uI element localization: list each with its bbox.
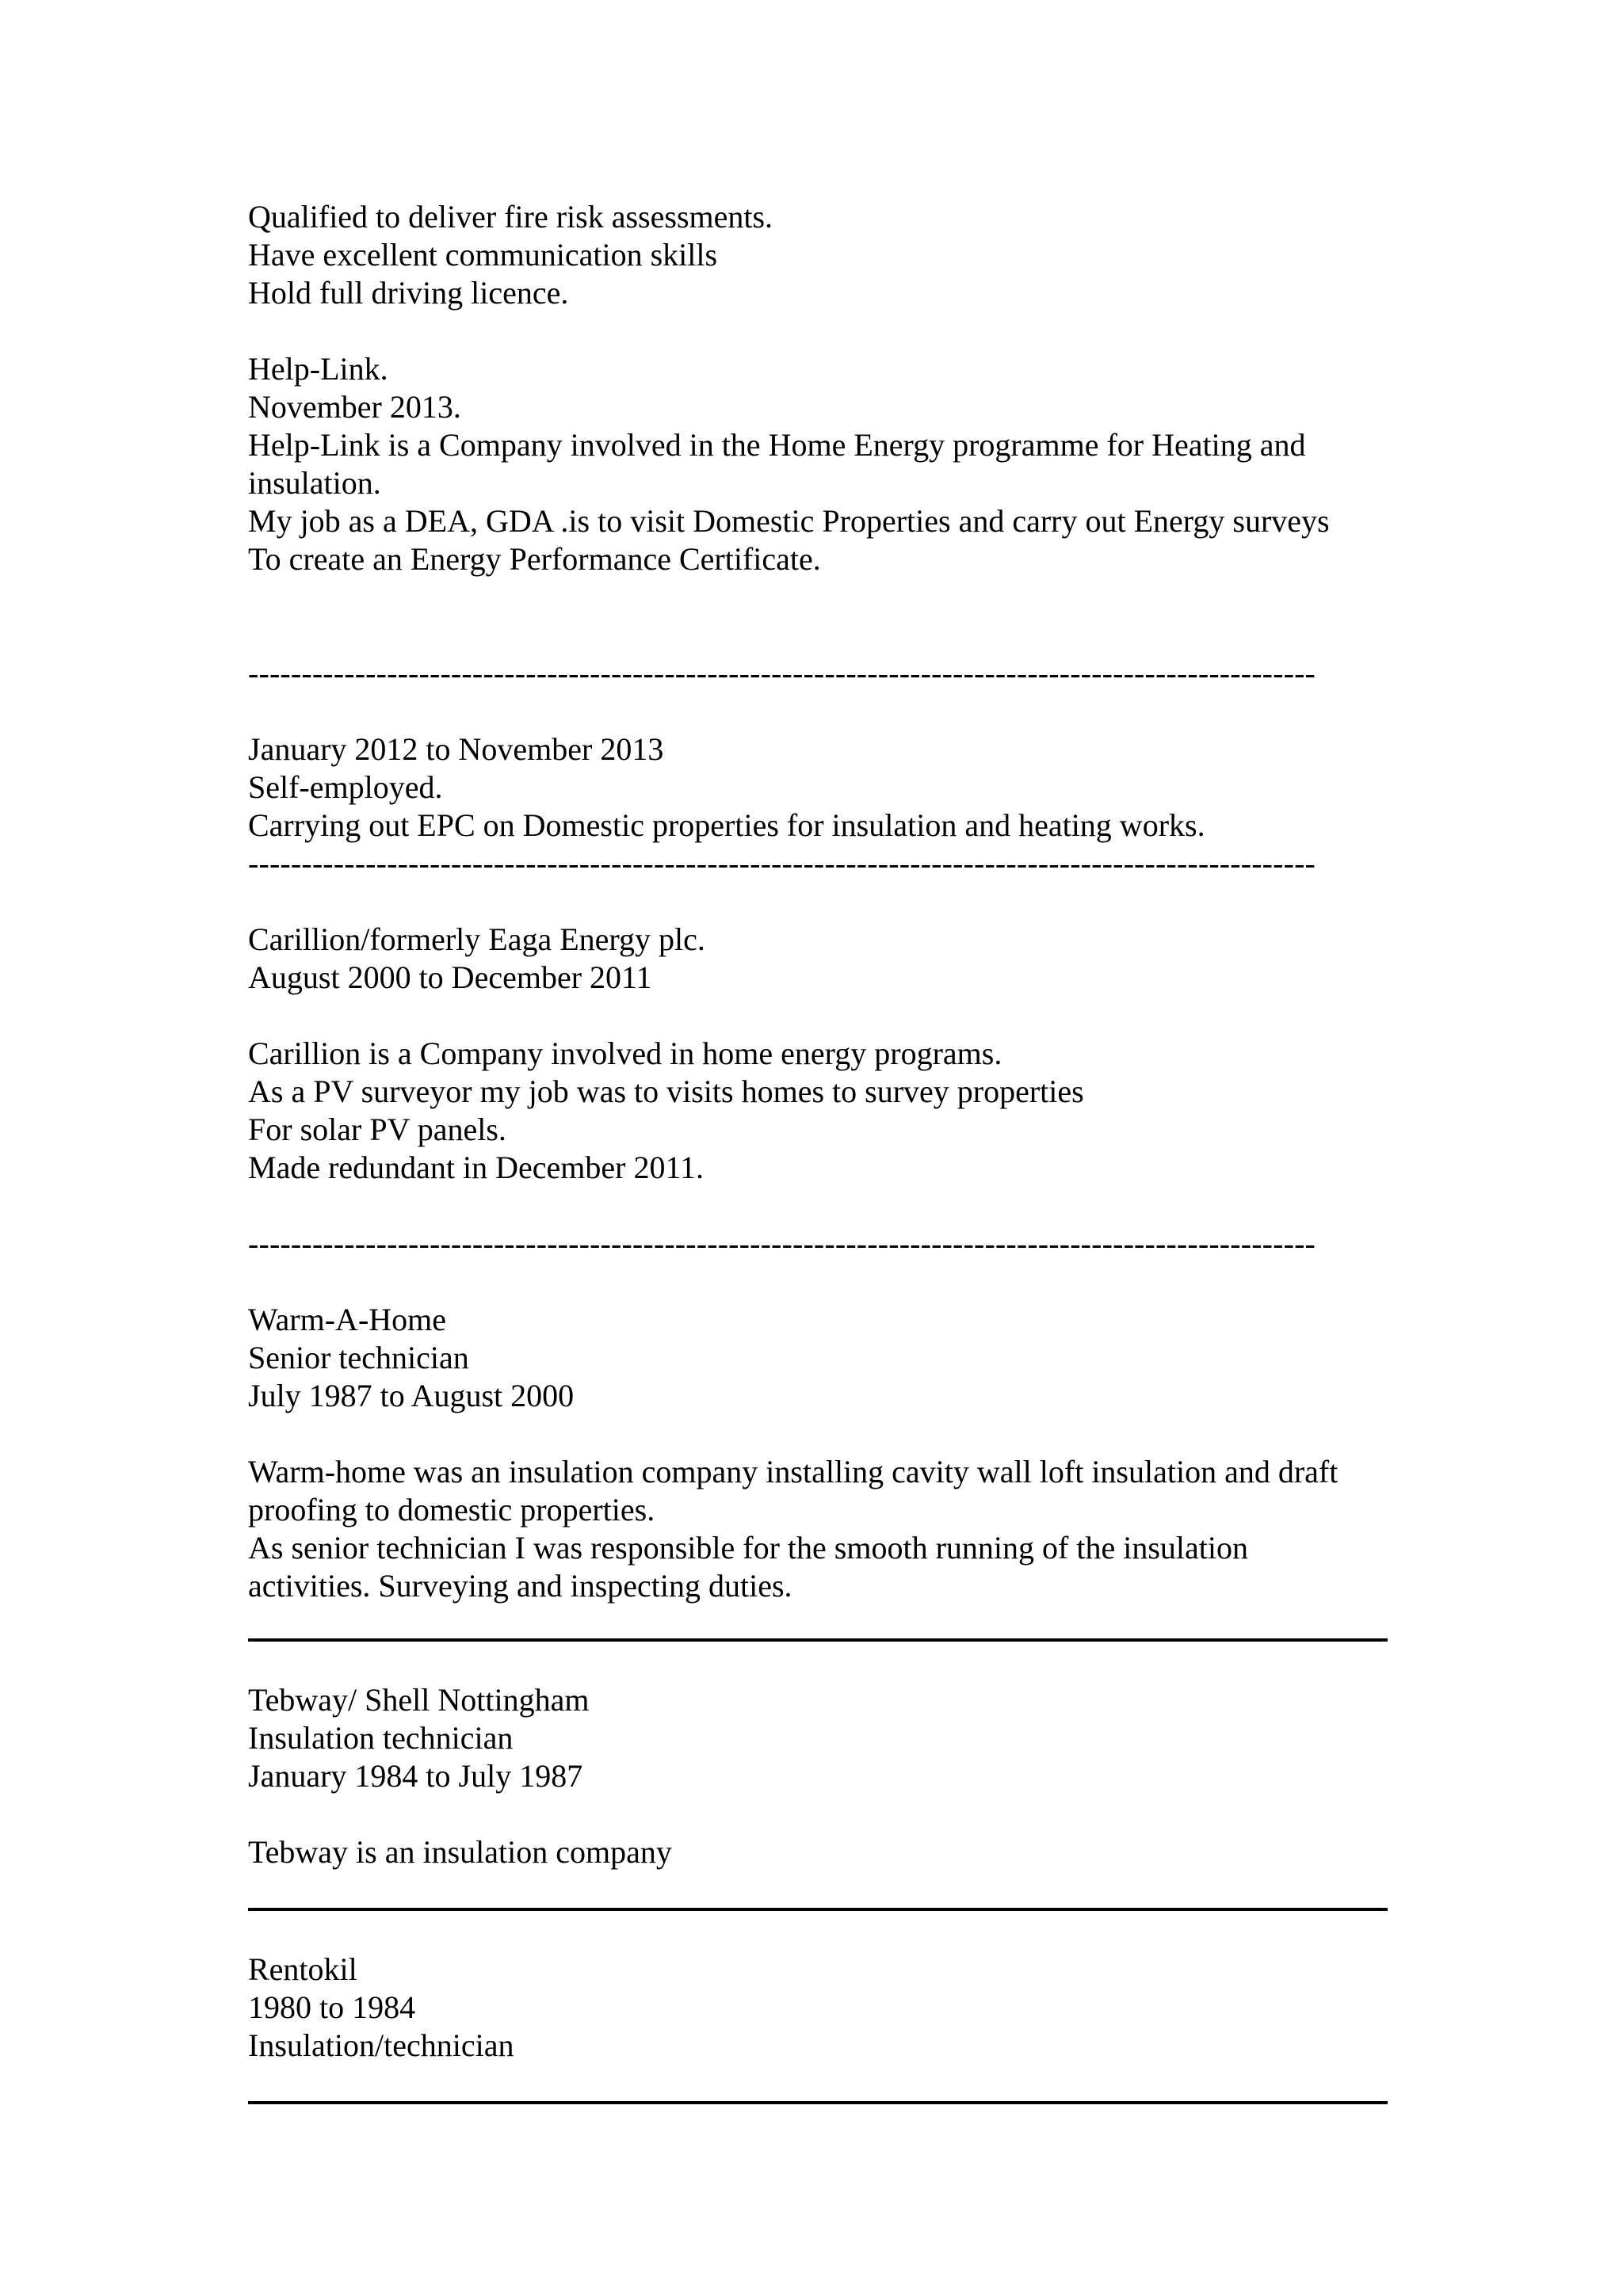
warmahome-desc-4: activities. Surveying and inspecting duties.	[248, 1568, 792, 1604]
skills-line-3: Hold full driving licence.	[248, 275, 569, 311]
helplink-company: Help-Link.	[248, 351, 388, 387]
dashed-separator-3: ----------------------------------------------------------------------------------------------------	[248, 1226, 1316, 1261]
skills-line-1: Qualified to deliver fire risk assessments.	[248, 199, 773, 235]
tebway-role: Insulation technician	[248, 1720, 514, 1756]
helplink-desc-2: insulation.	[248, 465, 381, 501]
rentokil-role: Insulation/technician	[248, 2027, 514, 2063]
dashed-separator-2: ----------------------------------------------------------------------------------------------------	[248, 845, 1316, 881]
tebway-desc: Tebway is an insulation company	[248, 1834, 672, 1870]
warmahome-role: Senior technician	[248, 1340, 469, 1375]
tebway-company: Tebway/ Shell Nottingham	[248, 1682, 590, 1718]
horizontal-rule-3	[248, 2101, 1388, 2104]
helplink-desc-4: To create an Energy Performance Certificate.	[248, 541, 821, 577]
warmahome-date: July 1987 to August 2000	[248, 1378, 575, 1413]
warmahome-desc-2: proofing to domestic properties.	[248, 1492, 655, 1527]
carillion-desc-3: For solar PV panels.	[248, 1112, 506, 1147]
warmahome-desc-1: Warm-home was an insulation company installing cavity wall loft insulation and draft	[248, 1454, 1338, 1489]
dashed-separator-1: ----------------------------------------------------------------------------------------------------	[248, 655, 1316, 691]
selfemployed-date: January 2012 to November 2013	[248, 731, 664, 767]
carillion-company: Carillion/formerly Eaga Energy plc.	[248, 921, 705, 957]
warmahome-company: Warm-A-Home	[248, 1302, 447, 1337]
carillion-date: August 2000 to December 2011	[248, 959, 652, 995]
carillion-desc-4: Made redundant in December 2011.	[248, 1150, 704, 1185]
selfemployed-desc: Carrying out EPC on Domestic properties for insulation and heating works.	[248, 807, 1205, 843]
horizontal-rule-2	[248, 1908, 1388, 1911]
rentokil-company: Rentokil	[248, 1951, 357, 1987]
tebway-date: January 1984 to July 1987	[248, 1758, 583, 1794]
helplink-desc-3: My job as a DEA, GDA .is to visit Domestic Properties and carry out Energy surveys	[248, 503, 1330, 539]
rentokil-date: 1980 to 1984	[248, 1989, 416, 2025]
carillion-desc-1: Carillion is a Company involved in home energy programs.	[248, 1035, 1002, 1071]
skills-line-2: Have excellent communication skills	[248, 237, 718, 273]
helplink-desc-1: Help-Link is a Company involved in the Home Energy programme for Heating and	[248, 427, 1306, 463]
helplink-date: November 2013.	[248, 389, 461, 425]
warmahome-desc-3: As senior technician I was responsible for the smooth running of the insulation	[248, 1530, 1248, 1566]
carillion-desc-2: As a PV surveyor my job was to visits homes to survey properties	[248, 1074, 1084, 1109]
selfemployed-title: Self-employed.	[248, 769, 443, 805]
horizontal-rule-1	[248, 1638, 1388, 1642]
